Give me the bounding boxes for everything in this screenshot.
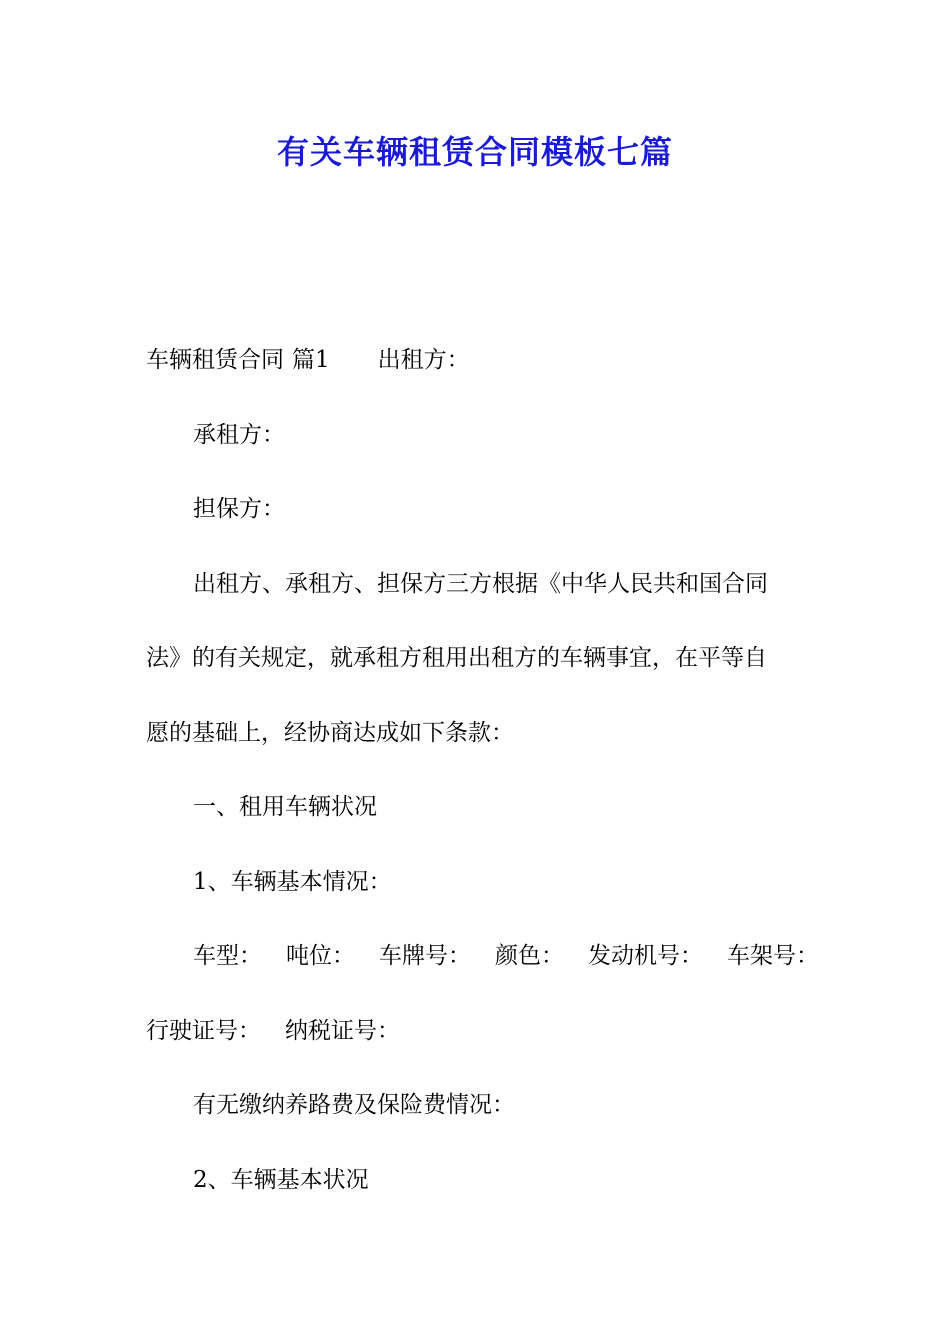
- field-vehicle-type: 车型：: [193, 943, 262, 969]
- field-license-number: 行驶证号：: [146, 1017, 261, 1044]
- contract-section-label: 车辆租赁合同: [146, 347, 284, 373]
- contract-part-label: 篇1: [292, 347, 330, 373]
- lessee-label: 承租方：: [193, 421, 285, 448]
- vehicle-fields-row: [146, 1010, 811, 1085]
- fees-status-line: 有无缴纳养路费及保险费情况：: [193, 1092, 515, 1118]
- item-2-title: 2、车辆基本状况: [193, 1166, 369, 1193]
- field-frame-number: 车架号：: [727, 943, 819, 969]
- guarantor-label: 担保方：: [193, 496, 285, 522]
- section-1-title: 一、租用车辆状况: [193, 794, 377, 820]
- contract-heading-line: [146, 339, 811, 414]
- field-color: 颜色：: [495, 943, 564, 969]
- field-engine-number: 发动机号：: [588, 943, 703, 969]
- document-title: 有关车辆租赁合同模板七篇: [276, 133, 673, 171]
- intro-paragraph-line: 出租方、承租方、担保方三方根据《中华人民共和国合同: [193, 570, 768, 597]
- item-1-title: 1、车辆基本情况：: [193, 868, 392, 895]
- field-tax-number: 纳税证号：: [285, 1017, 400, 1044]
- vehicle-fields-row: [146, 935, 819, 1010]
- field-plate-number: 车牌号：: [379, 943, 471, 969]
- intro-paragraph-line: 法》的有关规定，就承租方租用出租方的车辆事宜，在平等自: [146, 645, 767, 671]
- intro-paragraph-line: 愿的基础上，经协商达成如下条款：: [146, 719, 514, 746]
- field-tonnage: 吨位：: [286, 943, 355, 969]
- document-body: [146, 339, 819, 1233]
- lessor-label: 出租方：: [377, 347, 470, 373]
